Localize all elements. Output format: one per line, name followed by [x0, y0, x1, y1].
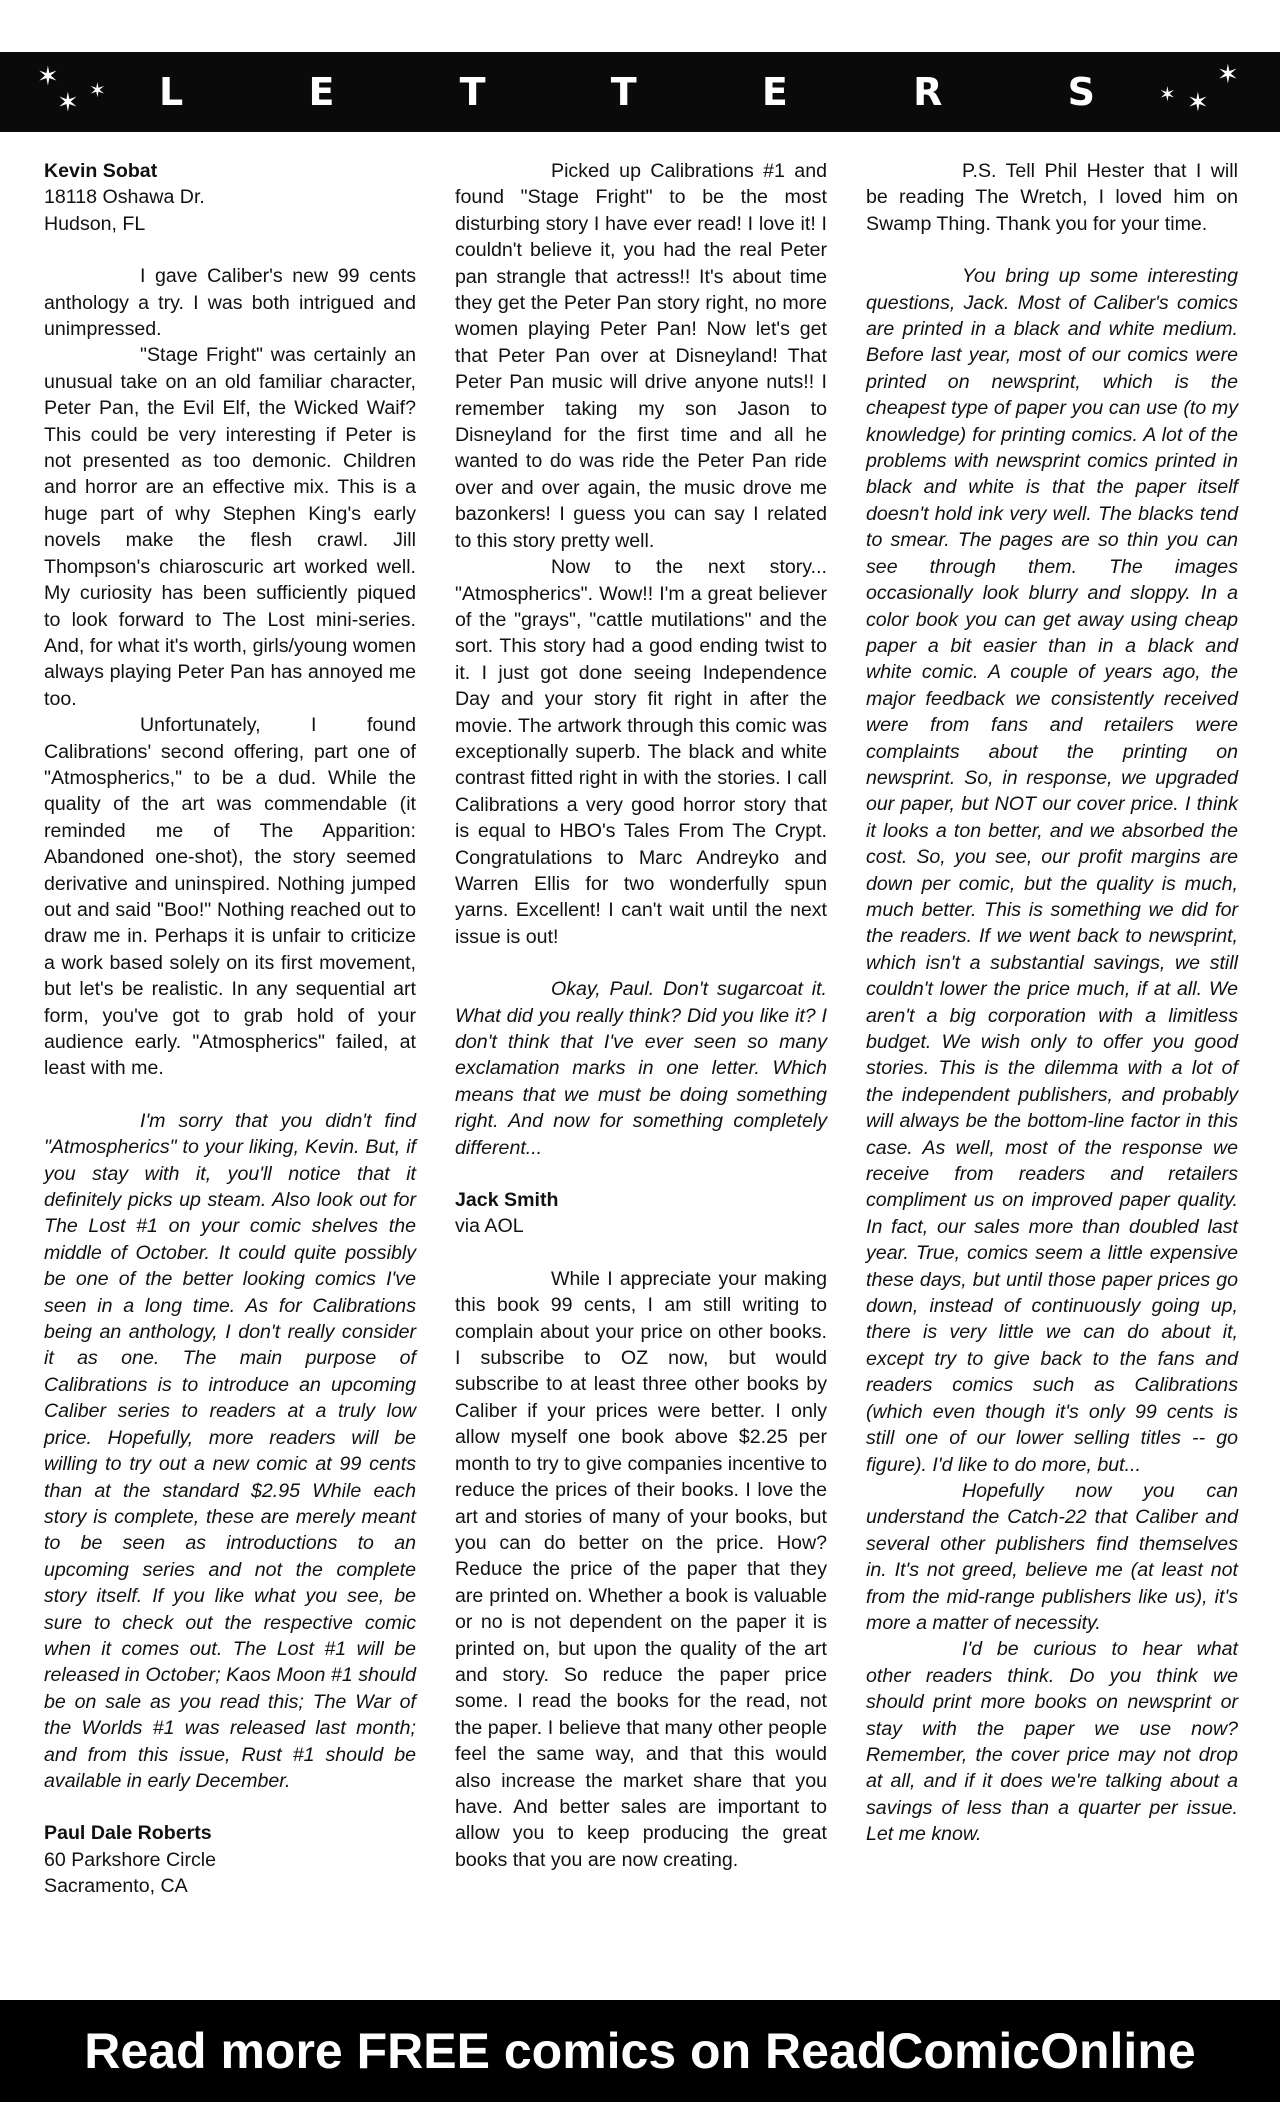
- paragraph-gap: [44, 1082, 416, 1108]
- paragraph-gap: [866, 237, 1238, 263]
- footer-link[interactable]: Read more FREE comics on ReadComicOnline: [84, 2023, 1196, 2079]
- letter-paragraph: Picked up Calibrations #1 and found "Stage Fright" to be the most disturbing story I have ever read! I love it! I couldn't believe it, you had the real Peter pan strangle that actress!! It's about time they get the Peter Pan story right, no more women playing Peter Pan! Now let's get that Peter Pan over at Disneyland! That Peter Pan music will drive anyone nuts!! I remember taking my son Jason to Disneyland for the first time and all he wanted to do was ride the Peter Pan ride over and over again, the music drove me bazonkers! I guess you can say I related to this story pretty well.: [455, 160, 827, 552]
- footer-banner[interactable]: [0, 2000, 1280, 2102]
- letter-author: Jack Smith: [455, 1189, 559, 1212]
- letter-paragraph: Unfortunately, I found Calibrations' second offering, part one of "Atmospherics," to be a dud. While the quality of the art was commendable (it reminded me of The Apparition: Abandoned one-shot), the story seemed derivative and uninspired. Nothing jumped out and said "Boo!" Nothing reached out to draw me in. Perhaps it is unfair to criticize a work based solely on its first movement, but let's be realistic. In any sequential art form, you've got to grab hold of your audience early. "Atmospherics" failed, at least with me.: [44, 714, 416, 1080]
- letter-paragraph: I gave Caliber's new 99 cents anthology a try. I was both intrigued and unimpressed.: [44, 265, 416, 341]
- letter-paragraph: While I appreciate your making this book 99 cents, I am still writing to complain about your price on other books. I subscribe to OZ now, but would subscribe to at least three other books by Caliber if your prices were better. I only allow myself one book above $2.25 per month to try to give companies incentive to reduce the prices of their books. I love the art and stories of many of your books, but you can do better on the price. How? Reduce the price of the paper that they are printed on. Whether a book is valuable or no is not dependent on the paper it is printed on, but upon the quality of the art and story. So reduce the paper price some. I read the books for the read, not the paper. I believe that many other people feel the same way, and that this would also increase the market share that you have. And better sales are important to allow you to keep producing the great books that you are now creating.: [455, 1267, 827, 1871]
- editor-reply-paragraph: You bring up some interesting questions, Jack. Most of Caliber's comics are printed in a black and white medium. Before last year, most of our comics were printed on newsprint, which is the cheapest type of paper you can use (to my knowledge) for printing comics. A lot of the problems with newsprint comics printed in black and white is that the paper itself doesn't hold ink very well. The blacks tend to smear. The pages are so thin you can see through them. The images occasionally look blurry and sloppy. In a color book you can get away using cheap paper a bit easier than in a black and white comic. A couple of years ago, the major feedback we consistently received were from fans and retailers were complaints about the printing on newsprint. So, in response, we upgraded our paper, but NOT our cover price. I think it looks a ton better, and we absorbed the cost. So, you see, our profit margins are down per comic, but the quality is much, much better. This is something we did for the readers. If we went back to newsprint, which isn't a substantial savings, we still couldn't lower the price much, if at all. We aren't a big corporation with a limitless budget. We wish only to offer you good stories. This is the dilemma with a lot of the independent publishers, and probably will always be the bottom-line factor in this case. As well, most of the response we receive from readers and retailers compliment us on improved paper quality. In fact, our sales more than doubled last year. True, comics seem a little expensive these days, but until those paper prices go down, instead of continuously going up, there is very little we can do about it, except try to give back to the fans and readers comics such as Calibrations (which even though it's only 99 cents is still one of our lower selling titles -- go figure). I'd like to do more, but...: [866, 265, 1238, 1476]
- editor-reply-paragraph: Okay, Paul. Don't sugarcoat it. What did you really think? Did you like it? I don't think that I've ever seen so many exclamation marks in one letter. Which means that we must be doing something right. And now for something completely different...: [455, 978, 827, 1159]
- letters-columns: [44, 158, 1238, 1978]
- paragraph-gap: [44, 1794, 416, 1820]
- letter-address: Hudson, FL: [44, 212, 146, 235]
- letter-paragraph: "Stage Fright" was certainly an unusual take on an old familiar character, Peter Pan, the Evil Elf, the Wicked Waif? This could be very interesting if Peter is not presented as too demonic. Children and horror are an effective mix. This is a huge part of why Stephen King's early novels make the flesh crawl. Jill Thompson's chiaroscuric art worked well. My curiosity has been sufficiently piqued to look forward to The Lost mini-series. And, for what it's worth, girls/young women always playing Peter Pan has annoyed me too.: [44, 344, 416, 710]
- page-title: L E T T E R S: [159, 70, 1151, 114]
- letter-author: Paul Dale Roberts: [44, 1822, 212, 1845]
- editor-reply-paragraph: I'm sorry that you didn't find "Atmospherics" to your liking, Kevin. But, if you stay with it, you'll notice that it definitely picks up steam. Also look out for The Lost #1 on your comic shelves the middle of October. It could quite possibly be one of the better looking comics I've seen in a long time. As for Calibrations being an anthology, I don't really consider it as one. The main purpose of Calibrations is to introduce an upcoming Caliber series to readers at a truly low price. Hopefully, more readers will be willing to try out a new comic at 99 cents than at the standard $2.95 While each story is complete, these are merely meant to be seen as introductions to an upcoming series and not the complete story itself. If you like what you see, be sure to check out the respective comic when it comes out. The Lost #1 will be released in October; Kaos Moon #1 should be on sale as you read this; The War of the Worlds #1 was released last month; and from this issue, Rust #1 should be available in early December.: [44, 1109, 416, 1792]
- letter-address: 60 Parkshore Circle: [44, 1848, 217, 1871]
- letter-address: via AOL: [455, 1215, 524, 1238]
- editor-reply-paragraph: Hopefully now you can understand the Catch-22 that Caliber and several other publishers find themselves in. It's not greed, believe me (at least not from the mid-range publishers like us), it's more a matter of necessity.: [866, 1479, 1238, 1634]
- column-3: [866, 158, 1238, 1978]
- paragraph-gap: [455, 950, 827, 976]
- editor-reply-paragraph: I'd be curious to hear what other readers think. Do you think we should print more books on newsprint or stay with the paper we use now? Remember, the cover price may not drop at all, and if it does we're talking about a savings of less than a quarter per issue. Let me know.: [866, 1638, 1238, 1846]
- letter-address: Sacramento, CA: [44, 1875, 188, 1898]
- column-2: [455, 158, 827, 1978]
- paragraph-gap: [455, 1240, 827, 1266]
- letter-paragraph: P.S. Tell Phil Hester that I will be reading The Wretch, I loved him on Swamp Thing. Thank you for your time.: [866, 160, 1238, 235]
- column-1: [44, 158, 416, 1978]
- letter-paragraph: Now to the next story... "Atmospherics". Wow!! I'm a great believer of the "grays", "cattle mutilations" and the sort. This story had a good ending twist to it. I just got done seeing Independence Day and your story fit right in after the movie. The artwork through this comic was exceptionally superb. The black and white contrast fitted right in with the stories. I call Calibrations a very good horror story that is equal to HBO's Tales From The Crypt. Congratulations to Marc Andreyko and Warren Ellis for two wonderfully spun yarns. Excellent! I can't wait until the next issue is out!: [455, 556, 827, 948]
- letters-header: [0, 52, 1280, 132]
- paragraph-gap: [44, 237, 416, 263]
- paragraph-gap: [455, 1161, 827, 1187]
- left-stars-icon: ✶ ✶ ✶: [37, 62, 106, 118]
- letter-address: 18118 Oshawa Dr.: [44, 186, 205, 209]
- right-stars-icon: ✶ ✶ ✶: [1158, 60, 1239, 118]
- letter-author: Kevin Sobat: [44, 160, 158, 182]
